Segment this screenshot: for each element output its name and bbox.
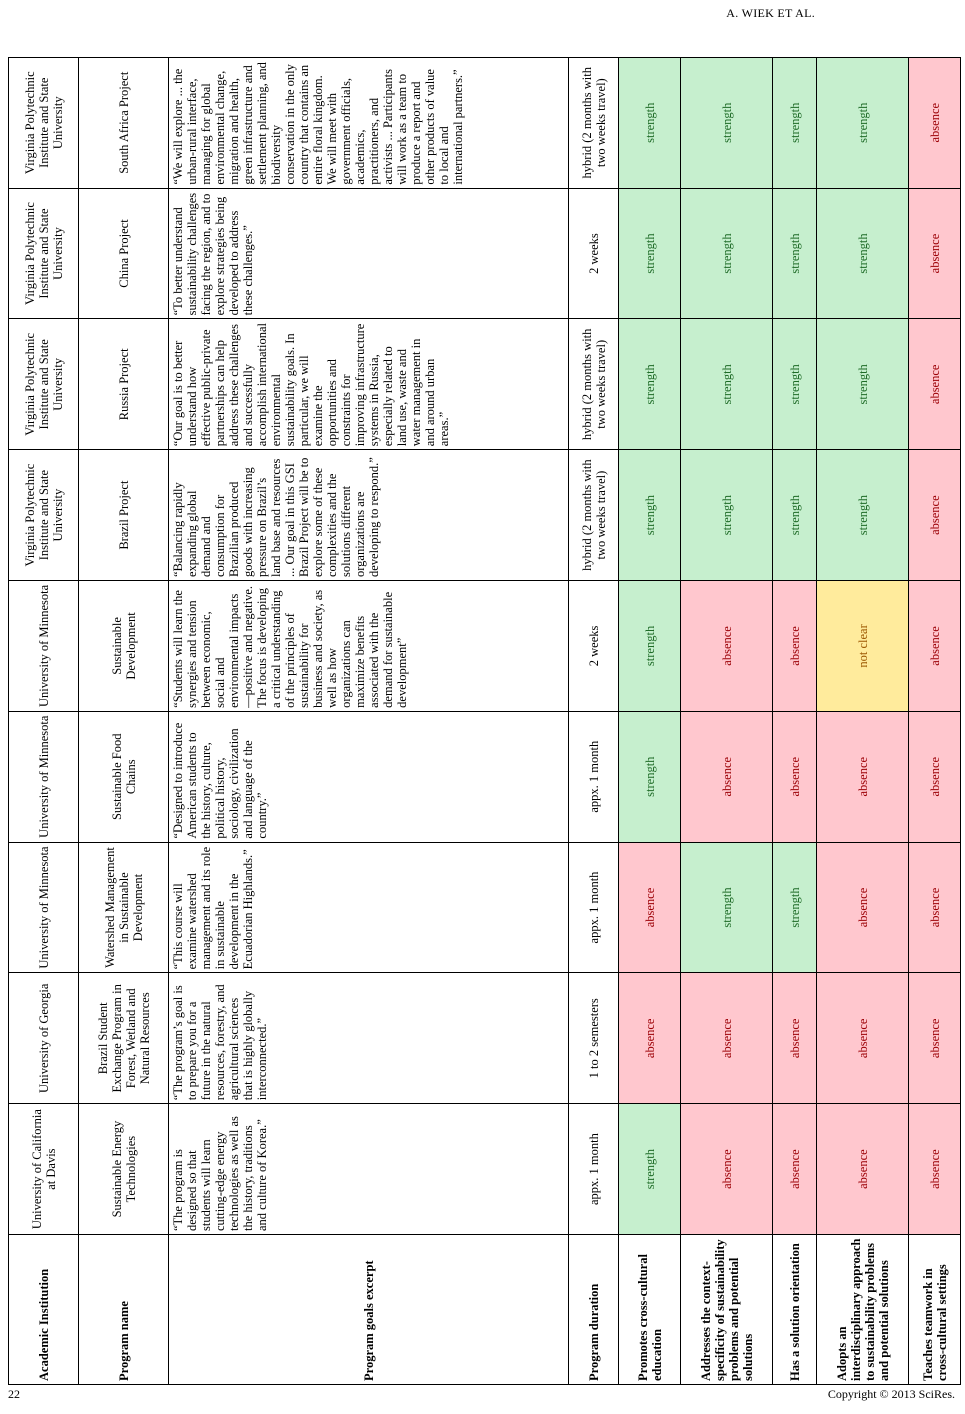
assessment-cell: absence	[681, 581, 773, 712]
goals-excerpt-cell: “We will explore ... the urban-rural interface, managing for global environmental change, migration and health, green infrastructure and settlement planning, and biodiversity conservation in the only country that contains an entire floral kingdom. We will meet with government officials, academics, practitioners, and activists ... Participants will work as a team to produce a report and other products of value to local and international partners.”	[169, 57, 569, 188]
assessment-cell: absence	[817, 973, 909, 1104]
assessment-cell: absence	[681, 973, 773, 1104]
program-name-cell: South Africa Project	[79, 57, 169, 188]
institution-cell: University of Minnesota	[9, 711, 79, 842]
assessment-cell: absence	[909, 842, 961, 973]
goals-excerpt-cell: “Students will learn the synergies and tension between economic, social and environmental impacts—positive and negative. The focus is developing a critical understanding of the principles of sustainability for business and society, as well as how organizations can maximize benefits associated with the demand for sustainable development”	[169, 581, 569, 712]
institution-cell: Virginia Polytechnic Institute and State University	[9, 319, 79, 450]
assessment-cell: strength	[817, 450, 909, 581]
assessment-cell: strength	[619, 1104, 681, 1235]
duration-cell: hybrid (2 months with two weeks travel)	[569, 319, 619, 450]
row-label-institution: Academic Institution	[9, 1235, 79, 1385]
institution-cell: Virginia Polytechnic Institute and State University	[9, 450, 79, 581]
assessment-cell: absence	[909, 711, 961, 842]
program-name-cell: Russia Project	[79, 319, 169, 450]
duration-cell: appx. 1 month	[569, 711, 619, 842]
program-name-cell: Brazil Student Exchange Program in Forest, Wetland and Natural Resources	[79, 973, 169, 1104]
assessment-cell: strength	[619, 319, 681, 450]
assessment-cell: absence	[817, 1104, 909, 1235]
institution-cell: Virginia Polytechnic Institute and State University	[9, 57, 79, 188]
goals-excerpt-cell: “To better understand sustainability challenges facing the region, and to explore strategies being developed to address these challenges.”	[169, 188, 569, 319]
row-label-goals: Program goals excerpt	[169, 1235, 569, 1385]
assessment-cell: absence	[773, 1104, 817, 1235]
row-label-criterion-4: Adopts an interdisciplinary approach to sustainability problems and potential solutions	[817, 1235, 909, 1385]
goals-excerpt-cell: “Designed to introduce American students to the history, culture, political history, sociology, civilization and language of the country.”	[169, 711, 569, 842]
duration-cell: 2 weeks	[569, 581, 619, 712]
assessment-cell: strength	[681, 188, 773, 319]
assessment-cell: strength	[681, 450, 773, 581]
row-goals	[169, 57, 569, 1384]
duration-cell: hybrid (2 months with two weeks travel)	[569, 57, 619, 188]
running-head: A. WIEK ET AL.	[726, 6, 815, 20]
program-comparison-table	[8, 57, 961, 1385]
assessment-cell: absence	[909, 57, 961, 188]
assessment-cell: strength	[817, 188, 909, 319]
assessment-cell: strength	[619, 581, 681, 712]
assessment-cell: absence	[909, 188, 961, 319]
assessment-cell: strength	[619, 450, 681, 581]
duration-cell: appx. 1 month	[569, 1104, 619, 1235]
institution-cell: University of Minnesota	[9, 842, 79, 973]
assessment-cell: absence	[681, 711, 773, 842]
assessment-cell: absence	[817, 711, 909, 842]
assessment-cell: absence	[619, 842, 681, 973]
duration-cell: appx. 1 month	[569, 842, 619, 973]
duration-cell: 2 weeks	[569, 188, 619, 319]
goals-excerpt-cell: “Balancing rapidly expanding global demand and consumption for Brazilian produced goods with increasing pressure on Brazil’s land base and resources ... Our goal in this GSI Brazil Project will be to explore some of these complexities and the solutions different organizations are developing to respond.”	[169, 450, 569, 581]
goals-excerpt-cell: “The program is designed so that students will learn cutting-edge energy technologies as well as the history, traditions and culture of Korea.”	[169, 1104, 569, 1235]
assessment-cell: absence	[909, 450, 961, 581]
assessment-cell: absence	[817, 842, 909, 973]
assessment-cell: strength	[817, 57, 909, 188]
assessment-cell: strength	[773, 450, 817, 581]
row-criterion-teamwork	[909, 57, 961, 1384]
row-label-criterion-5: Teaches teamwork in cross-cultural settings	[909, 1235, 961, 1385]
row-label-duration: Program duration	[569, 1235, 619, 1385]
row-criterion-solution-orientation	[773, 57, 817, 1384]
assessment-cell: strength	[619, 711, 681, 842]
assessment-cell: strength	[817, 319, 909, 450]
assessment-cell: strength	[681, 842, 773, 973]
institution-cell: University of Minnesota	[9, 581, 79, 712]
assessment-cell: absence	[773, 711, 817, 842]
institution-cell: Virginia Polytechnic Institute and State University	[9, 188, 79, 319]
assessment-cell: strength	[681, 319, 773, 450]
goals-excerpt-cell: “The program’s goal is to prepare you for a future in the natural resources, forestry, and agricultural sciences that is highly globally interconnected.”	[169, 973, 569, 1104]
assessment-cell: absence	[909, 973, 961, 1104]
row-institution	[9, 57, 79, 1384]
goals-excerpt-cell: “Our goal is to better understand how effective public-private partnerships can help address these challenges and successfully accomplish international environmental sustainability goals. In particular, we will examine the opportunities and constraints for improving infrastructure systems in Russia, especially related to land use, waste and water management in and around urban areas.”	[169, 319, 569, 450]
row-criterion-interdisciplinary	[817, 57, 909, 1384]
duration-cell: 1 to 2 semesters	[569, 973, 619, 1104]
assessment-cell: absence	[773, 973, 817, 1104]
copyright-notice: Copyright © 2013 SciRes.	[827, 1387, 955, 1401]
assessment-cell: strength	[619, 188, 681, 319]
program-name-cell: Sustainable Energy Technologies	[79, 1104, 169, 1235]
program-name-cell: Brazil Project	[79, 450, 169, 581]
assessment-cell: strength	[773, 57, 817, 188]
row-program-name	[79, 57, 169, 1384]
program-name-cell: Watershed Management in Sustainable Development	[79, 842, 169, 973]
institution-cell: University of Georgia	[9, 973, 79, 1104]
row-criterion-context-specificity	[681, 57, 773, 1384]
assessment-cell: absence	[773, 581, 817, 712]
row-label-criterion-2: Addresses the context-specificity of sustainability problems and potential solutions	[681, 1235, 773, 1385]
assessment-cell: not clear	[817, 581, 909, 712]
assessment-cell: absence	[909, 581, 961, 712]
row-criterion-cross-cultural-education	[619, 57, 681, 1384]
institution-cell: University of California at Davis	[9, 1104, 79, 1235]
row-duration	[569, 57, 619, 1384]
rotated-table-stage	[8, 58, 960, 1385]
assessment-cell: strength	[773, 188, 817, 319]
row-label-criterion-3: Has a solution orientation	[773, 1235, 817, 1385]
page-number: 22	[8, 1387, 20, 1401]
goals-excerpt-cell: “This course will examine watershed management and its role in sustainable development in the Ecuadorian Highlands.”	[169, 842, 569, 973]
program-name-cell: China Project	[79, 188, 169, 319]
program-name-cell: Sustainable Food Chains	[79, 711, 169, 842]
assessment-cell: strength	[773, 842, 817, 973]
assessment-cell: strength	[619, 57, 681, 188]
row-label-criterion-1: Promotes cross-cultural education	[619, 1235, 681, 1385]
assessment-cell: absence	[909, 1104, 961, 1235]
assessment-cell: absence	[619, 973, 681, 1104]
assessment-cell: strength	[681, 57, 773, 188]
assessment-cell: strength	[773, 319, 817, 450]
row-label-program-name: Program name	[79, 1235, 169, 1385]
duration-cell: hybrid (2 months with two weeks travel)	[569, 450, 619, 581]
program-name-cell: Sustainable Development	[79, 581, 169, 712]
assessment-cell: absence	[909, 319, 961, 450]
assessment-cell: absence	[681, 1104, 773, 1235]
